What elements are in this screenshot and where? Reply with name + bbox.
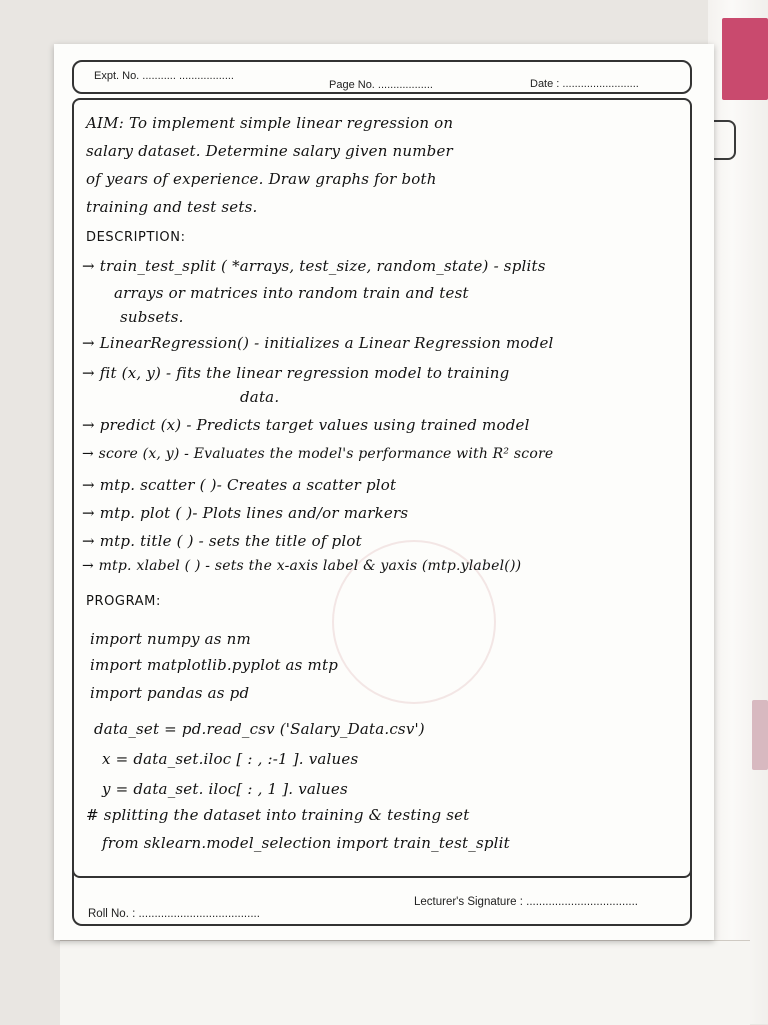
- notebook-page: [54, 44, 714, 940]
- aim-line-2: salary dataset. Determine salary given number: [86, 142, 453, 160]
- description-item: → LinearRegression() - initializes a Linear Regression model: [82, 334, 554, 352]
- description-item: → train_test_split ( *arrays, test_size, random_state) - splits: [82, 257, 546, 275]
- program-line: y = data_set. iloc[ : , 1 ]. values: [102, 780, 348, 798]
- aim-line-1: AIM: To implement simple linear regression on: [86, 114, 454, 132]
- description-item: data.: [240, 388, 280, 406]
- expt-no-field: Expt. No. ........... ..................: [94, 70, 234, 82]
- description-item: → mtp. title ( ) - sets the title of plot: [82, 532, 362, 550]
- description-item: → mtp. scatter ( )- Creates a scatter plot: [82, 476, 397, 494]
- date-field: Date : .........................: [530, 78, 639, 90]
- underlying-page: [60, 940, 750, 1025]
- program-line: # splitting the dataset into training & testing set: [86, 806, 470, 824]
- description-item: → score (x, y) - Evaluates the model's performance with R² score: [82, 446, 554, 462]
- program-line: x = data_set.iloc [ : , :-1 ]. values: [102, 750, 359, 768]
- description-item: → mtp. xlabel ( ) - sets the x-axis label & yaxis (mtp.ylabel()): [82, 558, 522, 574]
- description-item: → predict (x) - Predicts target values using trained model: [82, 416, 530, 434]
- content-box: [72, 98, 692, 878]
- description-item: subsets.: [120, 308, 184, 326]
- program-line: from sklearn.model_selection import train_test_split: [102, 834, 510, 852]
- pink-tab: [722, 18, 768, 100]
- aim-line-4: training and test sets.: [86, 198, 258, 216]
- program-line: import numpy as nm: [90, 630, 251, 648]
- page-header: [72, 60, 692, 94]
- page-no-field: Page No. ..................: [329, 79, 433, 91]
- ring-binder-clip: [712, 120, 736, 160]
- description-heading: DESCRIPTION:: [86, 230, 186, 245]
- program-line: import matplotlib.pyplot as mtp: [90, 656, 339, 674]
- page-footer: [72, 870, 692, 926]
- lecturer-signature-field: Lecturer's Signature : ...................................: [414, 896, 638, 908]
- roll-no-field: Roll No. : ......................................: [88, 908, 260, 920]
- description-item: → mtp. plot ( )- Plots lines and/or markers: [82, 504, 409, 522]
- aim-line-3: of years of experience. Draw graphs for both: [86, 170, 437, 188]
- pink-tab-lower: [752, 700, 768, 770]
- program-line: data_set = pd.read_csv ('Salary_Data.csv'): [94, 720, 425, 738]
- program-heading: PROGRAM:: [86, 594, 161, 609]
- program-line: import pandas as pd: [90, 684, 250, 702]
- description-item: arrays or matrices into random train and test: [114, 284, 469, 302]
- description-item: → fit (x, y) - fits the linear regression model to training: [82, 364, 510, 382]
